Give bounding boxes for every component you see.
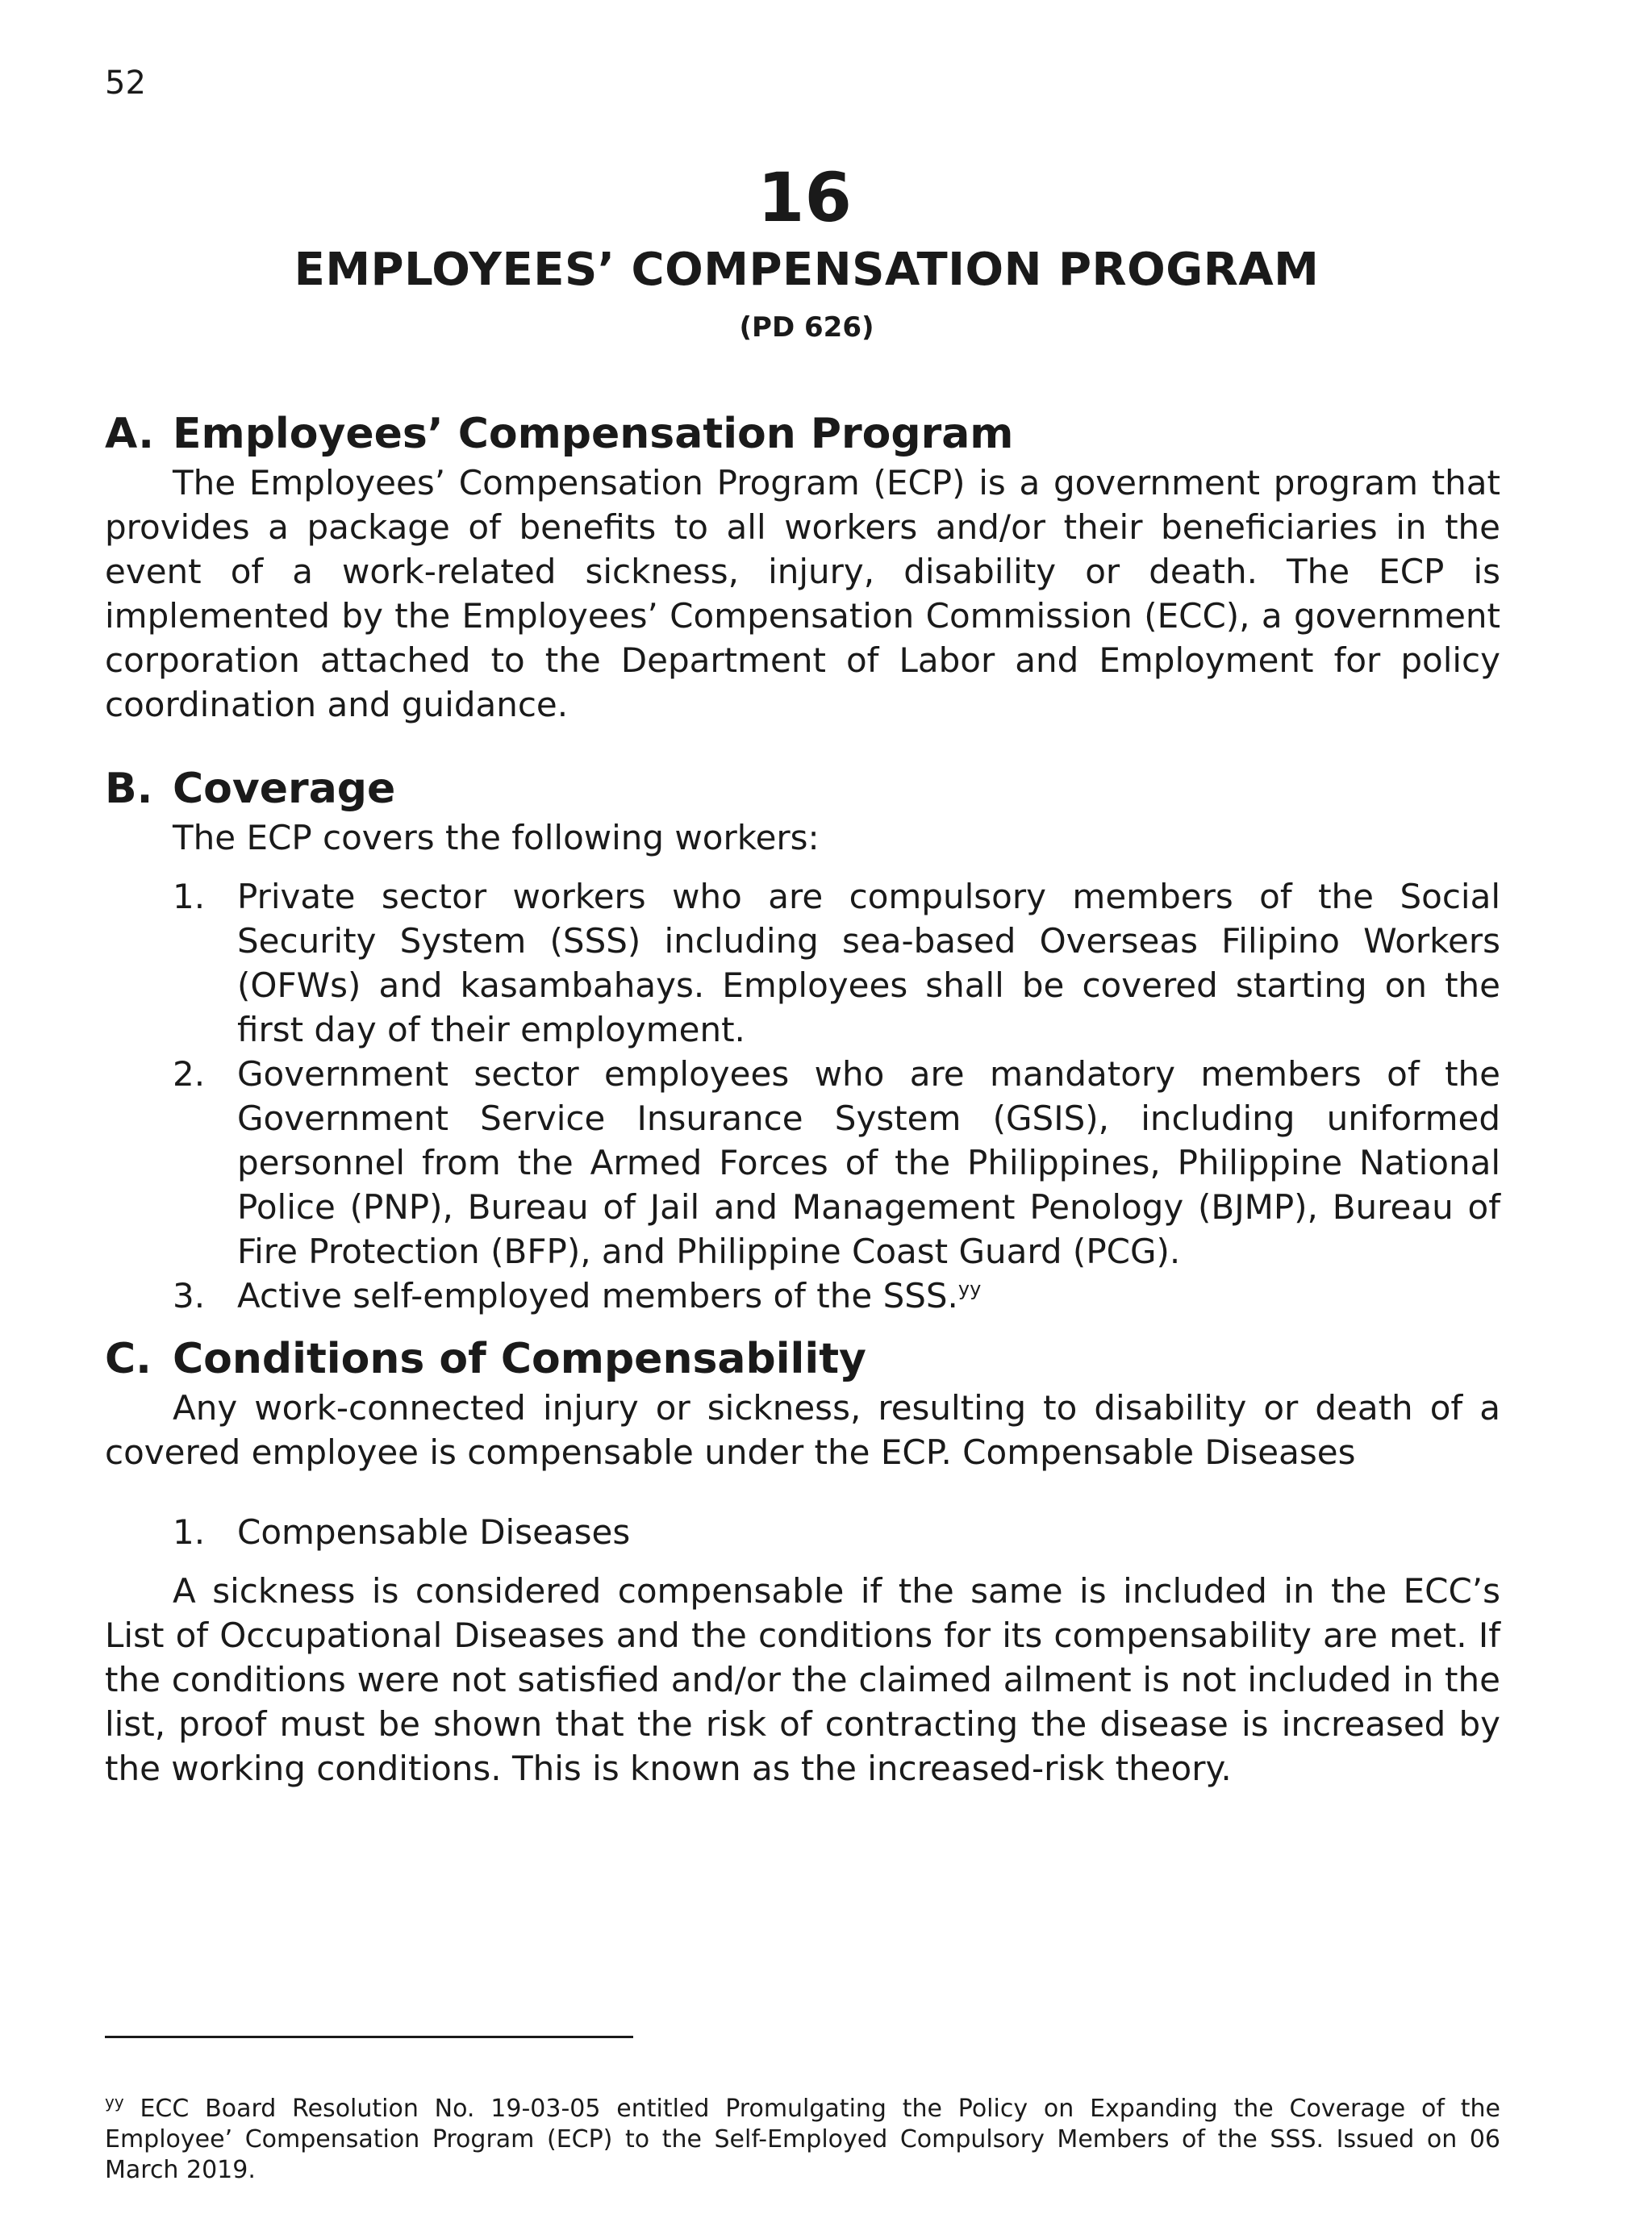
list-item-text: Compensable Diseases <box>237 1512 631 1552</box>
list-item <box>105 1510 1500 1554</box>
list-item-number: 3. <box>173 1276 206 1315</box>
list-item-text: Active self-employed members of the SSS. <box>237 1276 958 1315</box>
section-a-paragraph: The Employees’ Compensation Program (ECP) is a government program that provides a package of benefits to all workers and/or their beneficiaries in the event of a work-related sickness, injury, disability or death. The ECP is implemented by the Employees’ Compensation Commission (ECC), a government corporation attached to the Department of Labor and Employment for policy coordination and guidance. <box>105 463 1500 724</box>
section-c-paragraph: Any work-connected injury or sickness, resulting to disability or death of a covered employee is compensable under the ECP. Compensable Diseases <box>105 1388 1500 1472</box>
list-item-text-wrap <box>237 1274 1500 1318</box>
list-item-number: 1. <box>173 877 206 916</box>
list-item <box>105 1052 1500 1274</box>
list-item-text: Private sector workers who are compulsory members of the Social Security System (SSS) including sea-based Overseas Filipino Workers (OFWs) and kasambahays. Employees shall be covered starting on the first day of their employment. <box>237 877 1500 1049</box>
chapter-number: 16 <box>757 158 852 237</box>
footnote-mark: yy <box>105 2092 124 2112</box>
chapter-title: EMPLOYEES’ COMPENSATION PROGRAM <box>294 244 1320 296</box>
page-number: 52 <box>105 65 146 102</box>
footnote <box>105 2094 1500 2186</box>
footnote-reference: yy <box>957 1278 982 1300</box>
footnote-text: ECC Board Resolution No. 19-03-05 entitled Promulgating the Policy on Expanding the Coverage of the Employee’ Compensation Program (ECP) to the Self-Employed Compulsory Members of the SSS. Issued on 06 March 2019. <box>105 2095 1500 2184</box>
list-item-text: Government sector employees who are mandatory members of the Government Service Insurance System (GSIS), including uniformed personnel from the Armed Forces of the Philippines, Philippine National Police (PNP), Bureau of Jail and Management Penology (BJMP), Bureau of Fire Protection (BFP), and Philippine Coast Guard (PCG). <box>237 1054 1500 1271</box>
section-c-heading <box>105 1332 1500 1386</box>
list-item <box>105 874 1500 1052</box>
main-content <box>105 407 1500 1791</box>
section-a-heading <box>105 407 1500 461</box>
list-item <box>105 1274 1500 1318</box>
section-letter: B. <box>105 765 153 813</box>
footnote-divider <box>105 2036 633 2038</box>
section-b-heading <box>105 762 1500 815</box>
list-item-number: 2. <box>173 1054 206 1094</box>
coverage-list <box>105 874 1500 1318</box>
section-c-paragraph-2: A sickness is considered compensable if the same is included in the ECC’s List of Occupational Diseases and the conditions for its compensability are met. If the conditions were not satisfied and/or the claimed ailment is not included in the list, proof must be shown that the risk of contracting the disease is increased by the working conditions. This is known as the increased-risk theory. <box>105 1571 1500 1788</box>
section-title: Conditions of Compensability <box>173 1335 866 1383</box>
section-letter: C. <box>105 1335 152 1383</box>
section-letter: A. <box>105 410 154 458</box>
section-b-intro: The ECP covers the following workers: <box>173 818 820 857</box>
section-title: Employees’ Compensation Program <box>173 410 1014 458</box>
section-title: Coverage <box>173 765 396 813</box>
list-item-number: 1. <box>173 1512 206 1552</box>
chapter-subtitle: (PD 626) <box>739 311 874 344</box>
conditions-list <box>105 1510 1500 1554</box>
